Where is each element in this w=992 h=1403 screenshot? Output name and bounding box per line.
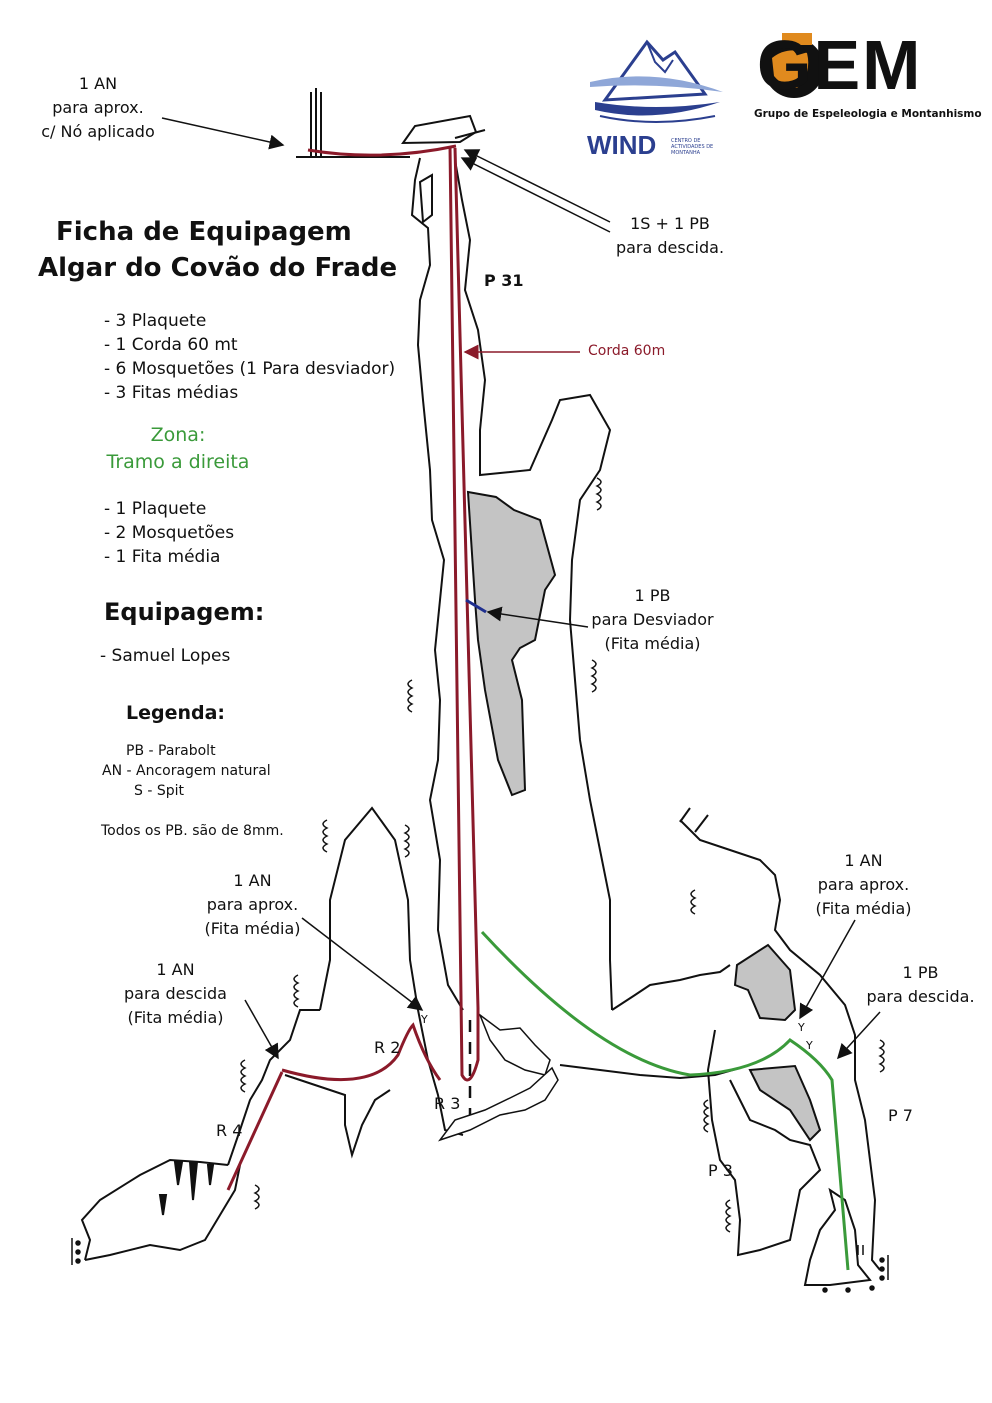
gear-item: - 1 Corda 60 mt [104,335,238,355]
label-p7: P 7 [888,1106,913,1125]
annotation-top-an: 1 AN para aprox. c/ Nó aplicado [41,74,155,141]
zone-gear-item: - 2 Mosquetões [104,523,235,543]
cave-formations [160,1162,213,1215]
zone-gear-item: - 1 Plaquete [104,499,207,519]
legend-heading: Legenda: [126,702,226,724]
gear-list [104,309,395,405]
gem-logo [752,26,982,128]
title-line-2: Algar do Covão do Frade [38,253,398,283]
gear-item: - 6 Mosquetões (1 Para desviador) [104,359,396,379]
zone-gear-item: - 1 Fita média [104,547,221,567]
annotation-desviador: 1 PB para Desviador (Fita média) [591,586,714,653]
zone-line-1: Zona: [150,424,206,446]
gear-item: - 3 Fitas médias [104,383,239,403]
equipagem-heading: Equipagem: [104,598,265,626]
label-corda: Corda 60m [588,343,666,359]
title-line-1: Ficha de Equipagem [56,217,352,247]
label-r3: R 3 [434,1094,461,1113]
anchor-y-mark: Y [806,1039,813,1052]
annotation-pb-descida-right: 1 PB para descida. [866,963,975,1006]
legend-item-pb: PB - Parabolt [126,743,216,759]
gem-wordmark: GEM [757,26,923,104]
legend-note: Todos os PB. são de 8mm. [101,823,284,839]
annotation-an-aprox-left: 1 AN para aprox. (Fita média) [204,871,301,938]
label-p3: P 3 [708,1161,733,1180]
anchor-y-mark: Y [798,1021,805,1034]
surface-anchor [296,88,485,157]
legend-item-s: S - Spit [134,783,184,799]
wind-logo [585,32,725,162]
annotation-top-s-pb: 1S + 1 PB para descida. [615,214,725,257]
rope-red [228,146,478,1190]
zone-gear-list [104,497,234,569]
boulder-choke [440,1015,558,1140]
equipagem-name: - Samuel Lopes [100,646,231,666]
wind-mountain-icon [585,32,725,132]
legend-item-an: AN - Ancoragem natural [102,763,271,779]
floor-markers [72,1238,888,1292]
annotation-an-aprox-right: 1 AN para aprox. (Fita média) [815,851,912,918]
label-r2: R 2 [374,1038,401,1057]
wall-texture [241,478,884,1232]
gear-item: - 3 Plaquete [104,311,207,331]
annotation-an-descida: 1 AN para descida (Fita média) [124,960,227,1027]
wind-wordmark: WIND [587,130,657,160]
zone-line-2: Tramo a direita [106,451,250,473]
wind-subtitle: CENTRO DE ACTIVIDADES DE MONTANHA [671,138,714,156]
label-p31: P 31 [484,271,524,290]
zone-heading [98,422,258,476]
anchor-y-mark: Y [421,1013,428,1026]
label-r4: R 4 [216,1121,243,1140]
gem-subtitle: Grupo de Espeleologia e Montanhismo [754,108,982,120]
